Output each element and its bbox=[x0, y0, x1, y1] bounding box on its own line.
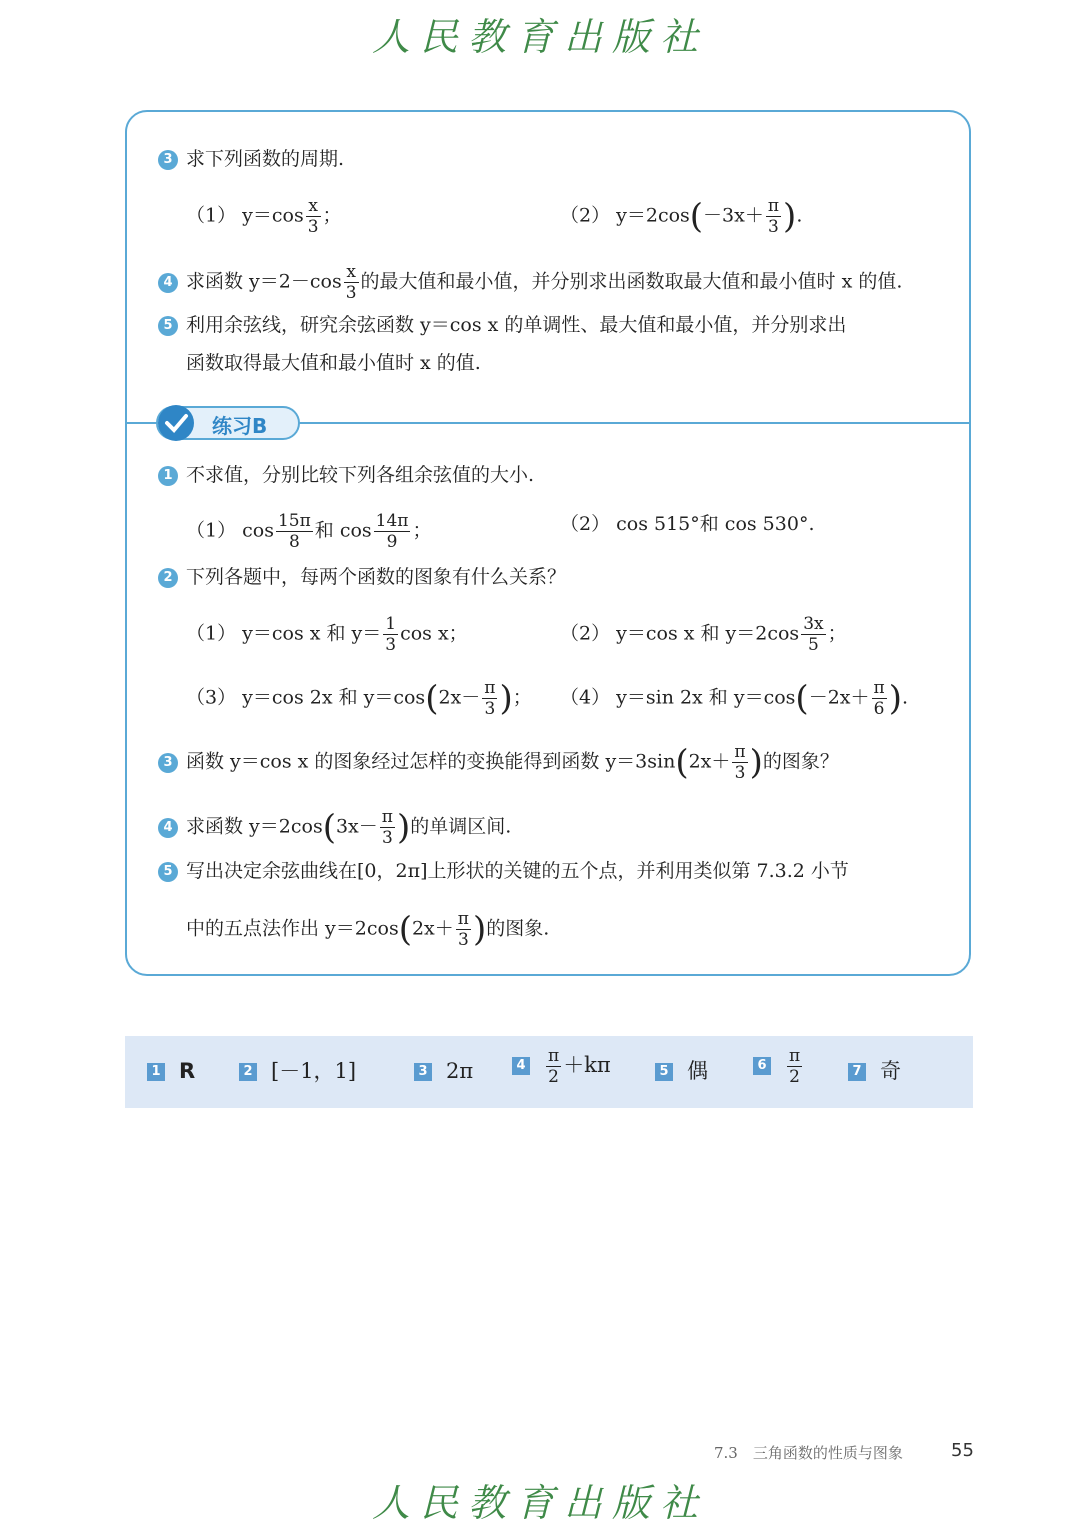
question-b5: 5 写出决定余弦曲线在[0，2π]上形状的关键的五个点，并利用类似第 7.3.2 小节 bbox=[158, 858, 849, 884]
question-b1-part2: （2） cos 515°和 cos 530°. bbox=[560, 513, 815, 535]
fraction: $\frac{14\pi}{9}$ bbox=[375, 511, 409, 552]
fraction: $\frac{\pi}{3}$ bbox=[734, 742, 746, 783]
question-b2-part4: （4） y＝sin 2x 和 y＝cos(－2x＋ $\frac{\pi}{6}$ ). bbox=[560, 678, 908, 719]
publisher-watermark: 人民教育出版社 bbox=[371, 1481, 708, 1525]
fraction: $\frac{\pi}{3}$ bbox=[457, 909, 469, 950]
question-a4: 4 求函数 y＝2－cos $\frac{x}{3}$ 的最大值和最小值，并分别求出函数取最大值和最小值时 x 的值. bbox=[158, 262, 902, 303]
checkmark-icon bbox=[158, 405, 194, 441]
answer-item: 1 R bbox=[147, 1056, 195, 1086]
practice-b-label: 练习B bbox=[212, 414, 268, 438]
fraction: $\frac{x}{3}$ bbox=[307, 196, 319, 237]
fraction: $\frac{\pi}{3}$ bbox=[767, 196, 780, 237]
question-number: 3 bbox=[158, 150, 178, 170]
question-a5-line2: 函数取得最大值和最小值时 x 的值. bbox=[186, 352, 481, 374]
question-a5: 5 利用余弦线，研究余弦函数 y＝cos x 的单调性、最大值和最小值，并分别求出 bbox=[158, 312, 846, 338]
section-title: 7.3 三角函数的性质与图象 bbox=[714, 1444, 903, 1462]
fraction: $\frac{3x}{5}$ bbox=[803, 614, 824, 655]
question-b2-part3: （3） y＝cos 2x 和 y＝cos(2x－ $\frac{\pi}{3}$ )； bbox=[186, 678, 532, 719]
answer-item: 3 2π bbox=[414, 1056, 473, 1086]
question-a3-part2: （2） y＝2cos(－3x＋ $\frac{\pi}{3}$ ). bbox=[560, 196, 803, 237]
question-b1: 1 不求值，分别比较下列各组余弦值的大小. bbox=[158, 462, 534, 488]
answer-item: 2 [－1，1] bbox=[239, 1056, 356, 1086]
question-a3-part1: （1） y＝cos $\frac{x}{3}$ ； bbox=[186, 196, 342, 237]
question-b2-part2: （2） y＝cos x 和 y＝2cos $\frac{3x}{5}$ ； bbox=[560, 614, 847, 655]
fraction: $\frac{\pi}{3}$ bbox=[484, 678, 496, 719]
fraction: $\frac{1}{3}$ bbox=[385, 614, 397, 655]
fraction: $\frac{\pi}{2}$ bbox=[548, 1046, 560, 1087]
answer-item: 4 $\frac{\pi}{2}$ ＋kπ bbox=[512, 1046, 611, 1087]
answer-item: 5 偶 bbox=[655, 1056, 708, 1086]
answer-item: 6 $\frac{\pi}{2}$ bbox=[753, 1046, 804, 1087]
fraction: $\frac{\pi}{2}$ bbox=[789, 1046, 801, 1087]
publisher-watermark: 人民教育出版社 bbox=[371, 15, 708, 59]
fraction: $\frac{\pi}{6}$ bbox=[873, 678, 885, 719]
fraction: $\frac{x}{3}$ bbox=[345, 262, 357, 303]
question-a3: 3 求下列函数的周期. bbox=[158, 146, 344, 172]
fraction: $\frac{15\pi}{8}$ bbox=[277, 511, 311, 552]
fraction: $\frac{\pi}{3}$ bbox=[381, 807, 393, 848]
question-b4: 4 求函数 y＝2cos(3x－ $\frac{\pi}{3}$ )的单调区间. bbox=[158, 807, 511, 848]
question-b1-part1: （1） cos $\frac{15\pi}{8}$ 和 cos $\frac{14\pi}{9}$ ； bbox=[186, 511, 432, 552]
question-b3: 3 函数 y＝cos x 的图象经过怎样的变换能得到函数 y＝3sin(2x＋ $\frac{\pi}{3}$ )的图象？ bbox=[158, 742, 839, 783]
question-b5-line2: 中的五点法作出 y＝2cos(2x＋ $\frac{\pi}{3}$ )的图象. bbox=[186, 909, 550, 950]
question-b2-part1: （1） y＝cos x 和 y＝ $\frac{1}{3}$ cos x； bbox=[186, 614, 468, 655]
answer-item: 7 奇 bbox=[848, 1056, 901, 1086]
page-number: 55 bbox=[951, 1440, 974, 1461]
question-b2: 2 下列各题中，每两个函数的图象有什么关系？ bbox=[158, 564, 566, 590]
